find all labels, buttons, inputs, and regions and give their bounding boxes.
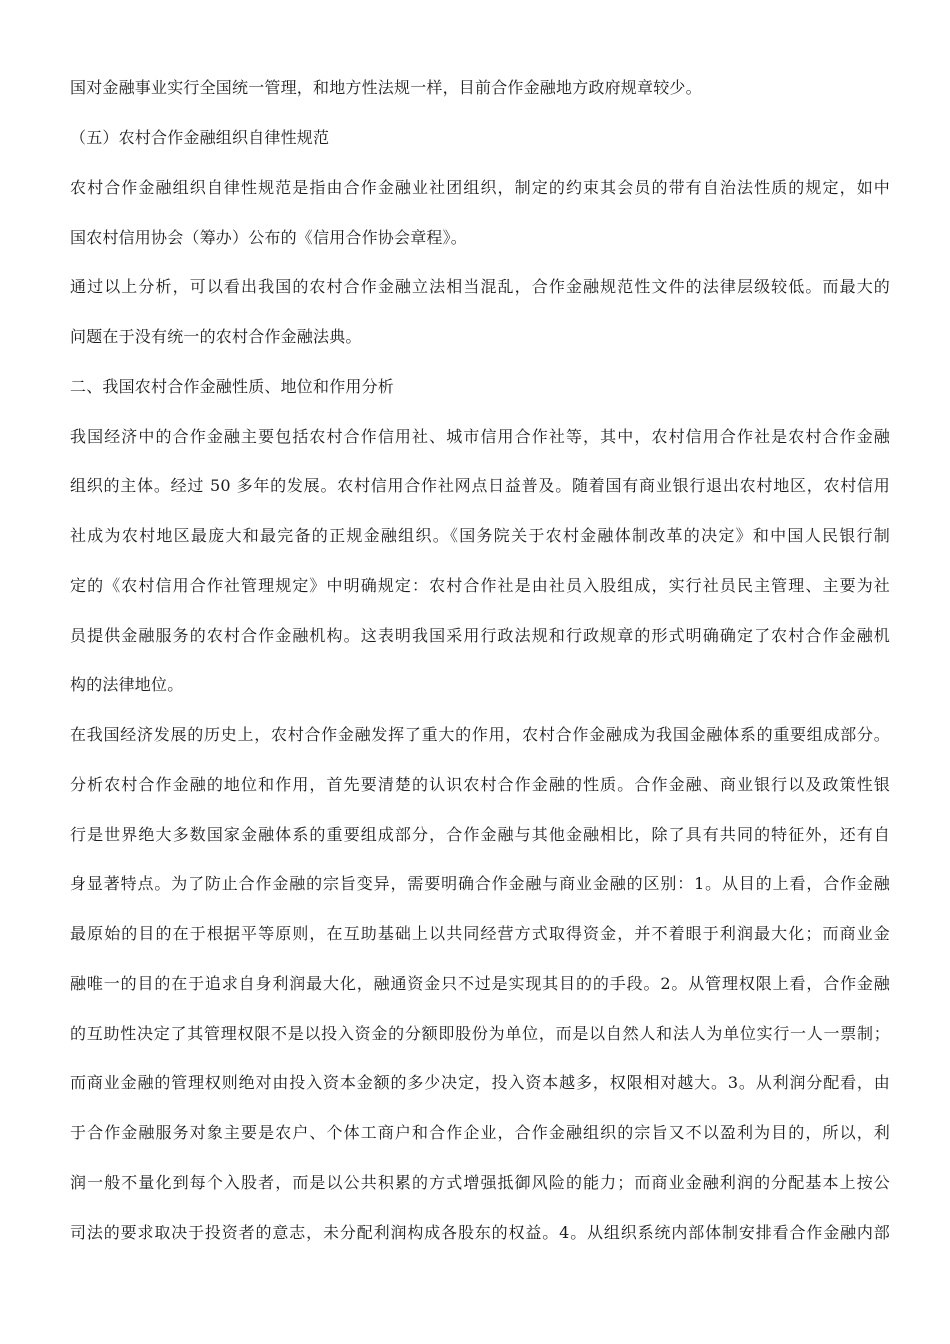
text-line: 社成为农村地区最庞大和最完备的正规金融组织。《国务院关于农村金融体制改革的决定》和中国人民银行制 — [70, 526, 890, 545]
text-line: 定的《农村信用合作社管理规定》中明确规定：农村合作社是由社员入股组成，实行社员民主管理、主要为社 — [70, 576, 890, 595]
text-line: 我国经济中的合作金融主要包括农村合作信用社、城市信用合作社等，其中，农村信用合作社是农村合作金融 — [70, 427, 890, 446]
text-line: 而商业金融的管理权则绝对由投入资本金额的多少决定，投入资本越多，权限相对越大。3。从利润分配看，由 — [70, 1073, 890, 1092]
text-line: 最原始的目的在于根据平等原则，在互助基础上以共同经营方式取得资金，并不着眼于利润最大化；而商业金 — [70, 924, 890, 943]
text-line: 国对金融事业实行全国统一管理，和地方性法规一样，目前合作金融地方政府规章较少。 — [70, 78, 702, 97]
section-heading: （五）农村合作金融组织自律性规范 — [70, 128, 330, 147]
text-line: 的互助性决定了其管理权限不是以投入资金的分额即股份为单位，而是以自然人和法人为单位实行一人一票制； — [70, 1024, 890, 1043]
text-line: 问题在于没有统一的农村合作金融法典。 — [70, 327, 362, 346]
text-line: 通过以上分析，可以看出我国的农村合作金融立法相当混乱，合作金融规范性文件的法律层级较低。而最大的 — [70, 277, 890, 296]
section-heading: 二、我国农村合作金融性质、地位和作用分析 — [70, 377, 395, 396]
text-line: 在我国经济发展的历史上，农村合作金融发挥了重大的作用，农村合作金融成为我国金融体系的重要组成部分。 — [70, 725, 890, 744]
text-line: 身显著特点。为了防止合作金融的宗旨变异，需要明确合作金融与商业金融的区别：1。从目的上看，合作金融 — [70, 874, 890, 893]
text-line: 国农村信用协会（筹办）公布的《信用合作协会章程》。 — [70, 228, 468, 247]
text-line: 组织的主体。经过 50 多年的发展。农村信用合作社网点日益普及。随着国有商业银行退出农村地区，农村信用 — [70, 476, 890, 495]
text-line: 司法的要求取决于投资者的意志，未分配利润构成各股东的权益。4。从组织系统内部体制安排看合作金融内部 — [70, 1223, 890, 1242]
text-line: 润一般不量化到每个入股者，而是以公共积累的方式增强抵御风险的能力；而商业金融利润的分配基本上按公 — [70, 1173, 890, 1192]
text-line: 行是世界绝大多数国家金融体系的重要组成部分，合作金融与其他金融相比，除了具有共同的特征外，还有自 — [70, 825, 890, 844]
text-line: 构的法律地位。 — [70, 675, 184, 694]
text-line: 员提供金融服务的农村合作金融机构。这表明我国采用行政法规和行政规章的形式明确确定了农村合作金融机 — [70, 626, 890, 645]
text-line: 分析农村合作金融的地位和作用，首先要清楚的认识农村合作金融的性质。合作金融、商业银行以及政策性银 — [70, 775, 890, 794]
text-line: 融唯一的目的在于追求自身利润最大化，融通资金只不过是实现其目的的手段。2。从管理权限上看，合作金融 — [70, 974, 890, 993]
text-line: 于合作金融服务对象主要是农户、个体工商户和合作企业，合作金融组织的宗旨又不以盈利为目的，所以，利 — [70, 1123, 890, 1142]
text-line: 农村合作金融组织自律性规范是指由合作金融业社团组织，制定的约束其会员的带有自治法性质的规定，如中 — [70, 178, 890, 197]
